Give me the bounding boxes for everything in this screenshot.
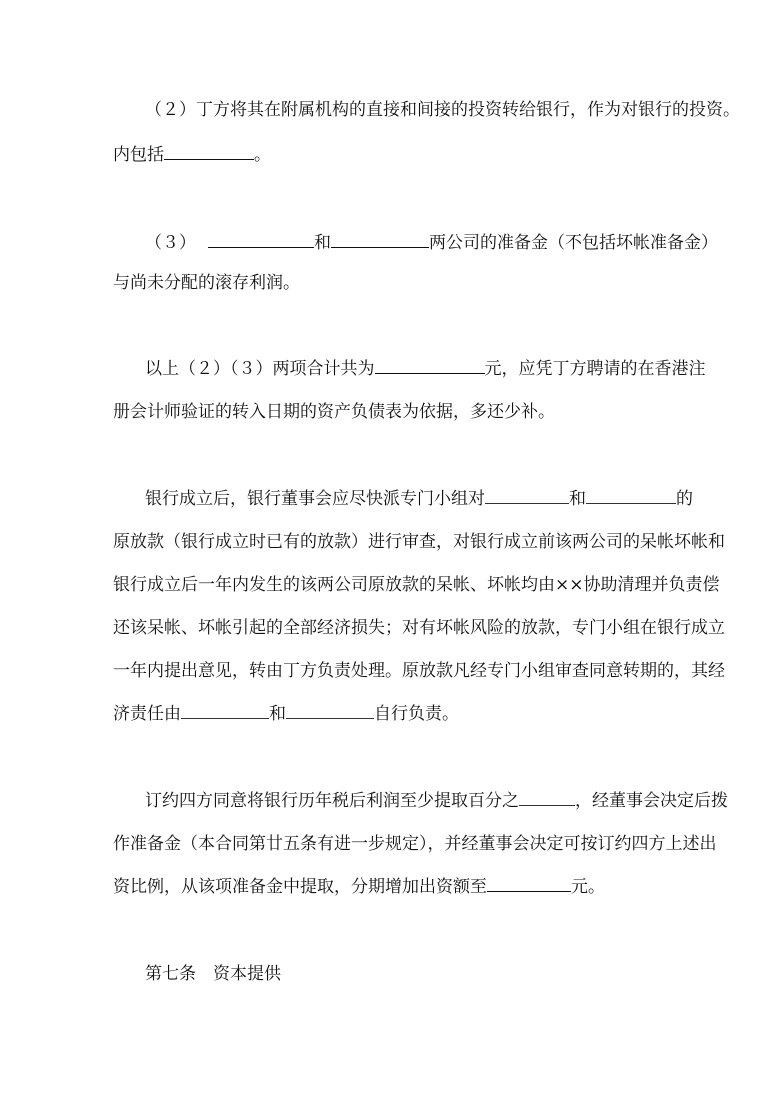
para2-line1	[145, 231, 718, 255]
para5-line1-pre: 订约四方同意将银行历年税后利润至少提取百分之	[145, 791, 519, 811]
para3-line2-text: 册会计师验证的转入日期的资产负债表为依据，多还少补。	[113, 402, 555, 422]
para5-line1	[145, 789, 728, 813]
para1-line1-text: （２）丁方将其在附属机构的直接和间接的投资转给银行，作为对银行的投资。	[145, 100, 740, 120]
para4-line2	[113, 530, 725, 554]
para1-line2-post: 。	[254, 145, 271, 165]
para4-line3	[113, 573, 720, 597]
para4-line3-text: 银行成立后一年内发生的该两公司原放款的呆帐、坏帐均由××协助清理并负责偿	[113, 575, 720, 595]
para4-line6-mid: 和	[269, 704, 286, 724]
para4-line5	[113, 659, 725, 683]
para4-line6-pre: 济责任由	[113, 704, 181, 724]
para4-line6	[113, 702, 459, 726]
blank-field[interactable]	[485, 501, 569, 504]
blank-field[interactable]	[286, 716, 374, 719]
para2-line2-text: 与尚未分配的滚存利润。	[113, 273, 300, 293]
para4-line6-post: 自行负责。	[374, 704, 459, 724]
para5-line1-post: ，经董事会决定后拨	[575, 791, 728, 811]
para2-line2	[113, 271, 300, 295]
blank-field[interactable]	[487, 889, 571, 892]
para4-line1-post: 的	[676, 489, 693, 509]
para4-line1	[145, 487, 693, 511]
blank-field[interactable]	[164, 157, 254, 160]
blank-field[interactable]	[208, 245, 314, 248]
blank-field[interactable]	[519, 803, 575, 806]
para4-line5-text: 一年内提出意见，转由丁方负责处理。原放款凡经专门小组审查同意转期的，其经	[113, 661, 725, 681]
para5-line2	[113, 832, 717, 856]
para1-line1	[145, 98, 740, 122]
article-heading	[145, 962, 281, 986]
para4-line1-mid: 和	[569, 489, 586, 509]
para5-line2-text: 作准备金（本合同第廿五条有进一步规定），并经董事会决定可按订约四方上述出	[113, 834, 717, 854]
para2-line1-post: 两公司的准备金（不包括坏帐准备金）	[429, 233, 718, 253]
para1-line2	[113, 143, 271, 167]
para3-line2	[113, 400, 555, 424]
para3-line1	[145, 357, 706, 381]
para4-line1-pre: 银行成立后，银行董事会应尽快派专门小组对	[145, 489, 485, 509]
para3-line1-post: 元，应凭丁方聘请的在香港注	[484, 359, 706, 379]
blank-field[interactable]	[181, 716, 269, 719]
blank-field[interactable]	[331, 245, 429, 248]
para5-line3-pre: 资比例，从该项准备金中提取，分期增加出资额至	[113, 877, 487, 897]
blank-field[interactable]	[586, 501, 676, 504]
article-heading-text: 第七条 资本提供	[145, 964, 281, 984]
para5-line3-post: 元。	[571, 877, 605, 897]
para4-line4	[113, 616, 725, 640]
para4-line4-text: 还该呆帐、坏帐引起的全部经济损失；对有坏帐风险的放款，专门小组在银行成立	[113, 618, 725, 638]
para5-line3	[113, 875, 605, 899]
blank-field[interactable]	[375, 371, 485, 374]
para2-line1-mid: 和	[314, 233, 331, 253]
para3-line1-pre: 以上（２）（３）两项合计共为	[145, 359, 375, 379]
para1-line2-pre: 内包括	[113, 145, 164, 165]
para2-line1-pre: （３）	[145, 233, 196, 253]
para4-line2-text: 原放款（银行成立时已有的放款）进行审查，对银行成立前该两公司的呆帐坏帐和	[113, 532, 725, 552]
